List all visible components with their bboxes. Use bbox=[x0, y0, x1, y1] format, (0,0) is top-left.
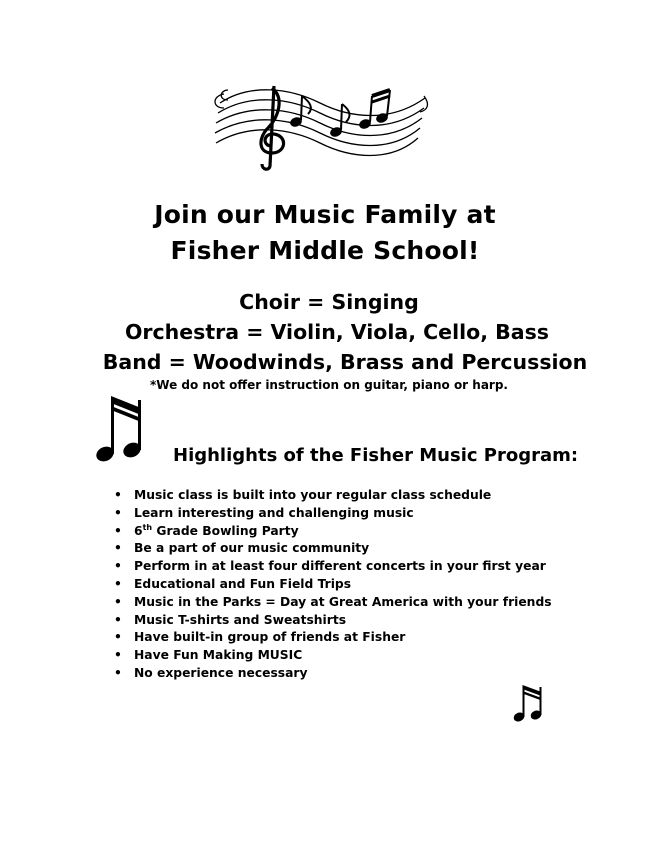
list-item: • Have built-in group of friends at Fisher bbox=[114, 629, 552, 647]
bowling-suffix: th bbox=[142, 522, 153, 532]
page-title-line-1: Join our Music Family at bbox=[154, 200, 496, 229]
bowling-text: Grade Bowling Party bbox=[152, 523, 299, 538]
band-line: Band = Woodwinds, Brass and Percussion bbox=[102, 350, 588, 374]
bullet: • bbox=[114, 523, 122, 538]
disclaimer-note: *We do not offer instruction on guitar, piano or harp. bbox=[150, 378, 508, 392]
beamed-eighth-notes-icon bbox=[95, 392, 151, 464]
choir-line: Choir = Singing bbox=[239, 290, 419, 314]
list-item bbox=[114, 523, 552, 541]
list-item: • Be a part of our music community bbox=[114, 540, 552, 558]
highlights-heading: Highlights of the Fisher Music Program: bbox=[173, 445, 579, 466]
list-item: • Music in the Parks = Day at Great America with your friends bbox=[114, 594, 552, 612]
page-title-line-2: Fisher Middle School! bbox=[170, 236, 480, 265]
bullet: • bbox=[114, 594, 122, 609]
bullet: • bbox=[114, 612, 122, 627]
list-item: • Have Fun Making MUSIC bbox=[114, 647, 552, 665]
bullet: • bbox=[114, 505, 122, 520]
orchestra-line: Orchestra = Violin, Viola, Cello, Bass bbox=[124, 320, 550, 344]
list-item: • No experience necessary bbox=[114, 665, 552, 683]
beamed-eighth-notes-icon bbox=[512, 682, 546, 724]
music-staff-icon bbox=[210, 78, 432, 173]
bullet: • bbox=[114, 648, 122, 663]
list-item: • Learn interesting and challenging music bbox=[114, 505, 552, 523]
list-item: • Perform in at least four different concerts in your first year bbox=[114, 558, 552, 576]
list-item: • Educational and Fun Field Trips bbox=[114, 576, 552, 594]
bowling-number: 6 bbox=[134, 523, 143, 538]
bullet: • bbox=[114, 665, 122, 680]
list-item: • Music T-shirts and Sweatshirts bbox=[114, 612, 552, 630]
bullet: • bbox=[114, 541, 122, 556]
bullet: • bbox=[114, 488, 122, 502]
highlights-list bbox=[114, 487, 552, 683]
bullet: • bbox=[114, 559, 122, 574]
bullet: • bbox=[114, 576, 122, 591]
list-item: • Music class is built into your regular class schedule bbox=[114, 487, 552, 505]
bullet: • bbox=[114, 630, 122, 645]
